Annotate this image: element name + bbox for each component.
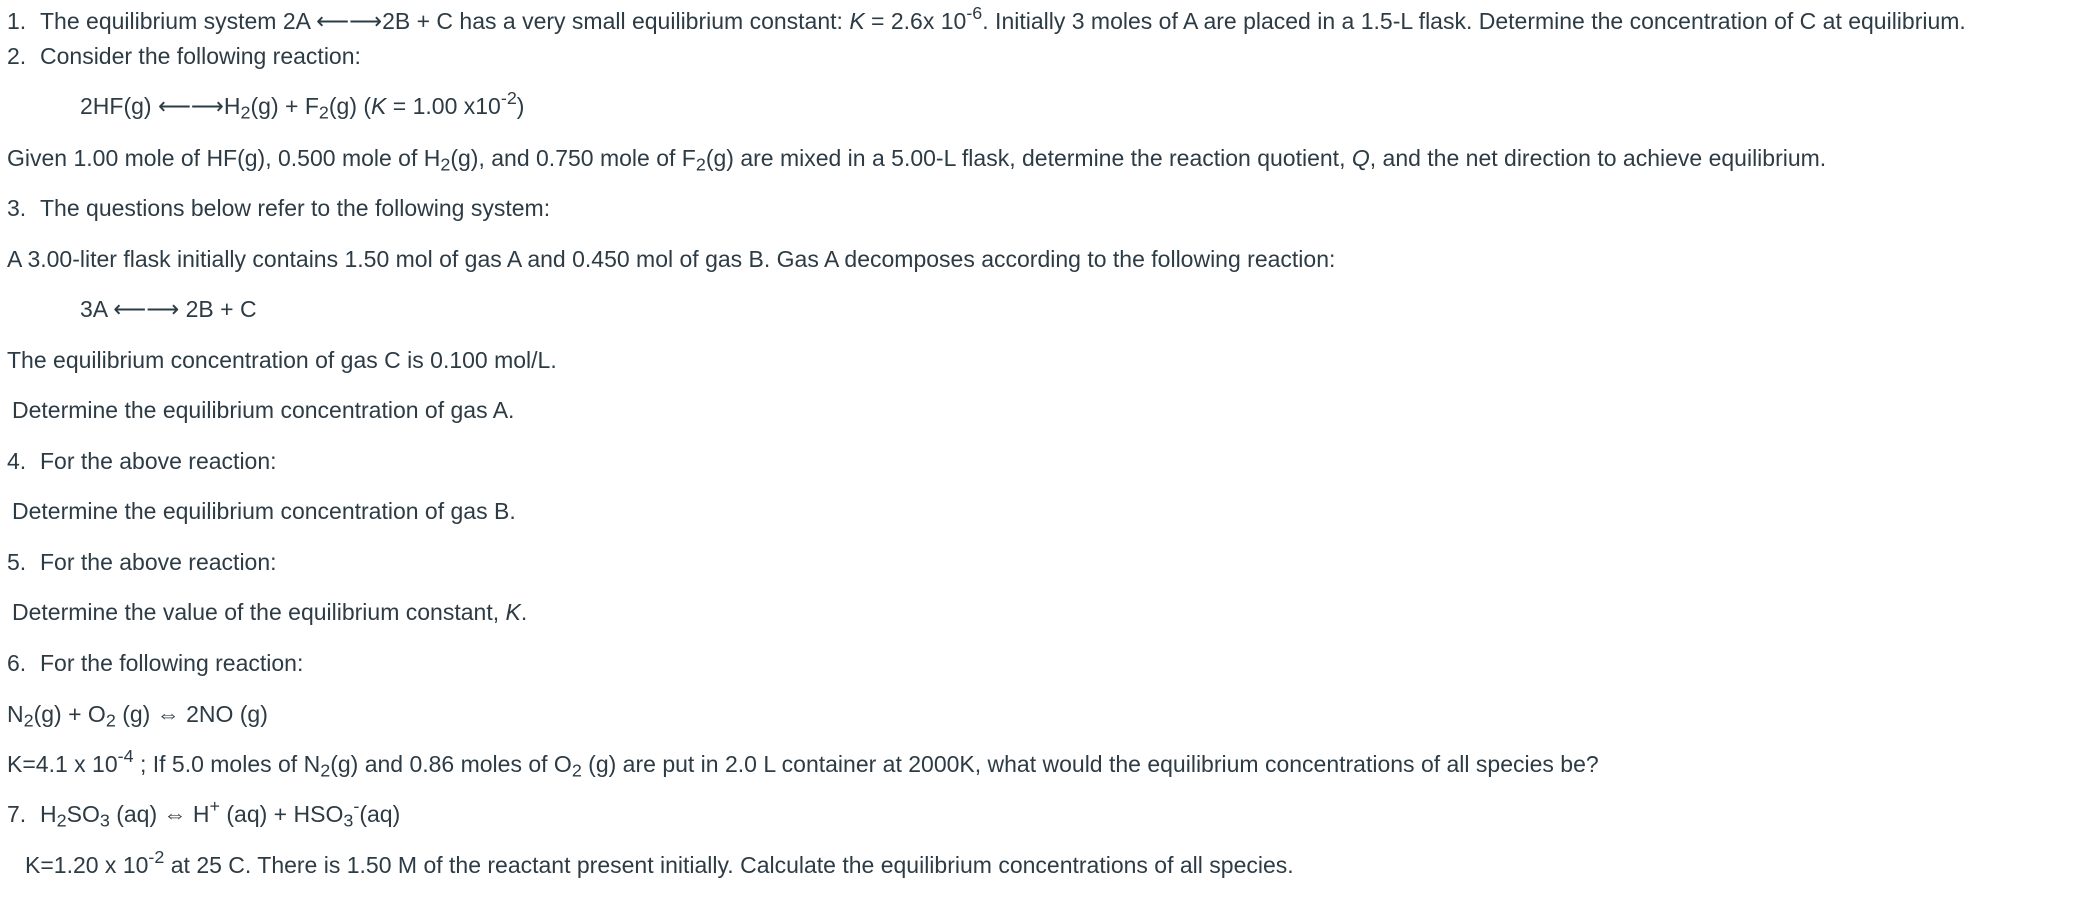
question-2-given: Given 1.00 mole of HF(g), 0.500 mole of $H_2(g)$, and 0.750 mole of $F_2(g)$ are mixed in a 5.00-L flask, determine the reaction quotient, Q, and the net direction to achieve equilibrium. — [7, 145, 1827, 175]
equilibrium-arrow: ⟵⟶ — [113, 296, 180, 322]
question-3-description: A 3.00-liter flask initially contains 1.50 mol of gas A and 0.450 mol of gas B. Gas A decomposes according to the following reaction: — [7, 246, 1336, 272]
question-4-ask: Determine the equilibrium concentration of gas B. — [12, 498, 516, 524]
q7-number: 7. — [7, 801, 27, 827]
question-5-ask: Determine the value of the equilibrium constant, K. — [12, 599, 528, 625]
question-6-given: K=4.1 x $10^{-4}$ ; If 5.0 moles of $N_2(g)$ and 0.86 moles of $O_2$ (g) are put in 2.0 L container at 2000K, what would the equilibrium concentrations of all species be? — [7, 746, 1599, 781]
question-2-reaction: 2HF(g) $⟵⟶H_2(g) + F_2(g) (K = 1.00$ $x10^{-2}$) — [80, 88, 525, 123]
q3-number: 3. — [7, 195, 27, 221]
question-3-given: The equilibrium concentration of gas C is 0.100 mol/L. — [7, 347, 557, 373]
question-3-reaction: 3A ⟵⟶ 2B + C — [80, 296, 257, 322]
q6-number: 6. — [7, 650, 27, 676]
question-5-intro: 5. For the above reaction: — [7, 549, 277, 575]
q5-number: 5. — [7, 549, 27, 575]
q1-number: 1. — [7, 8, 27, 34]
question-7-reaction: 7. $H_2SO_3$ (aq) ⇔ H+ $(aq) + HSO_3^-(aq)$ — [7, 796, 401, 831]
question-4-intro: 4. For the above reaction: — [7, 448, 277, 474]
question-3-ask: Determine the equilibrium concentration of gas A. — [12, 397, 515, 423]
question-6-reaction: $N_2(g) + O_2$ (g) ⇔ 2NO (g) — [7, 701, 268, 731]
question-1: 1. The equilibrium system 2A ⟵⟶2B + C has a very small equilibrium constant: K = 2.6x $10^{-6}$. Initially 3 moles of A are placed in a 1.5-L flask. Determine the concentration of C at equilibrium. — [7, 3, 1966, 34]
question-2-intro: 2. Consider the following reaction: — [7, 43, 361, 69]
q4-number: 4. — [7, 448, 27, 474]
equilibrium-arrow: ⟵⟶ — [316, 8, 383, 34]
equilibrium-arrow: ⟵⟶ — [157, 93, 224, 119]
question-6-intro: 6. For the following reaction: — [7, 650, 304, 676]
question-3-intro: 3. The questions below refer to the following system: — [7, 195, 551, 221]
question-7-given: K=1.20 x $10^{-2}$ at 25 C. There is 1.50 M of the reactant present initially. Calculate the equilibrium concentrations of all species. — [25, 847, 1294, 878]
q2-number: 2. — [7, 43, 27, 69]
